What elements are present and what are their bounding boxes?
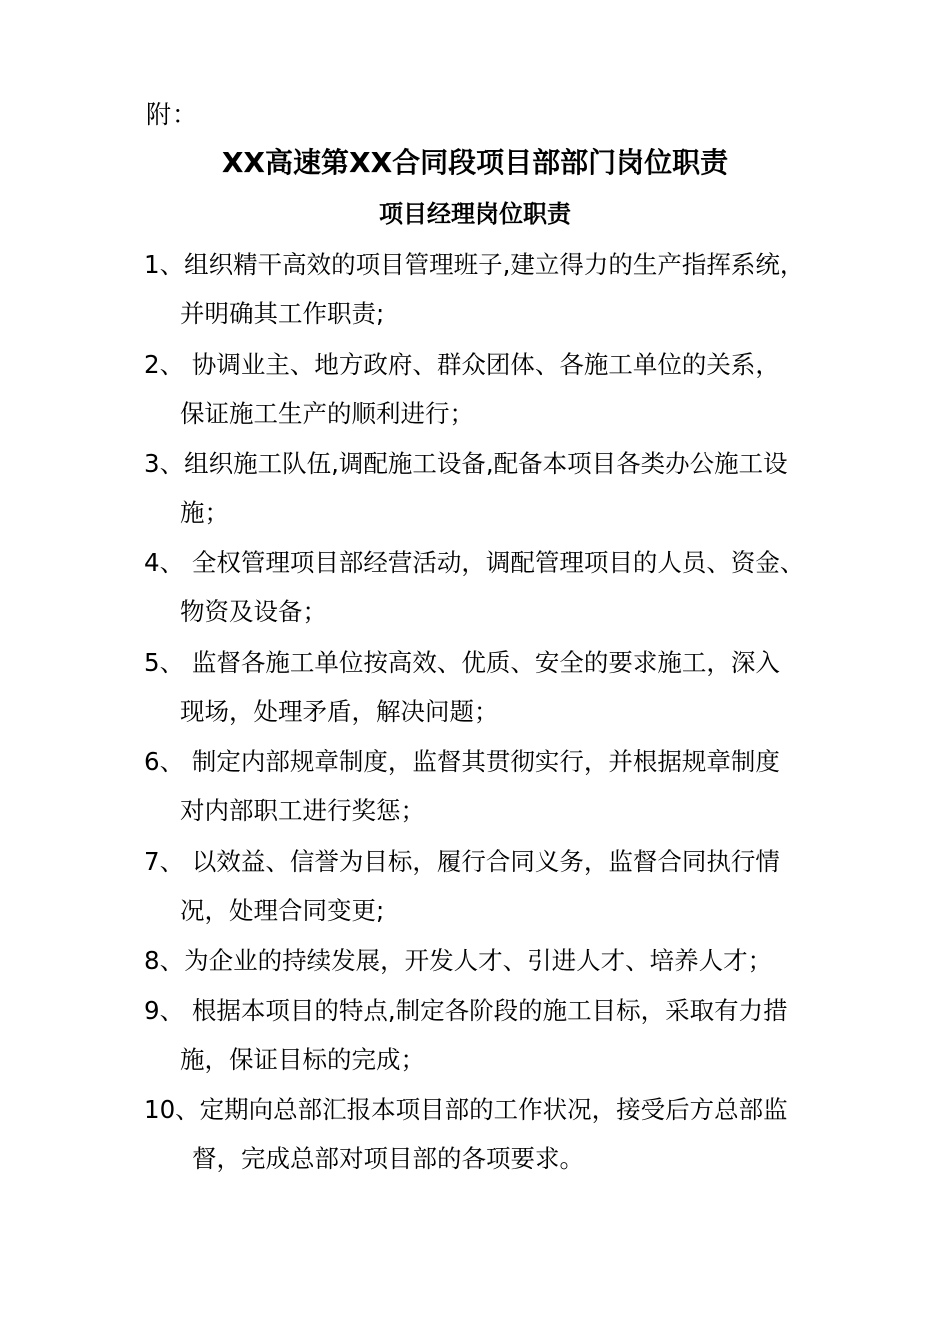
duty-item-5-line1: 5、 监督各施工单位按高效、优质、安全的要求施工，深入 [144,648,780,677]
duty-item-2-line2: 保证施工生产的顺利进行； [180,399,474,428]
attachment-prefix: 附： [146,100,199,129]
duty-item-6 [144,737,824,835]
duty-item-10-line1: 10、定期向总部汇报本项目部的工作状况，接受后方总部监 [144,1095,788,1124]
document-title: XX高速第XX合同段项目部部门岗位职责 [221,146,729,179]
duty-item-3-line2: 施； [180,498,229,527]
duty-item-5-line2: 现场，处理矛盾，解决问题； [180,697,499,726]
duty-item-7 [144,837,824,935]
duty-item-1-line1: 1、组织精干高效的项目管理班子,建立得力的生产指挥系统， [144,250,805,279]
duty-item-6-line1: 6、 制定内部规章制度，监督其贯彻实行，并根据规章制度 [144,747,780,776]
duty-item-3-line1: 3、组织施工队伍,调配施工设备,配备本项目各类办公施工设 [144,449,788,478]
duty-item-9 [144,986,824,1084]
duty-item-6-line2: 对内部职工进行奖惩； [180,796,425,825]
duty-item-1-line2: 并明确其工作职责; [180,299,385,328]
duty-item-8 [144,936,824,985]
duty-item-9-line2: 施，保证目标的完成； [180,1045,425,1074]
duty-item-1 [144,240,824,338]
section-title: 项目经理岗位职责 [379,200,571,228]
duty-item-4-line1: 4、 全权管理项目部经营活动，调配管理项目的人员、资金、 [144,548,805,577]
duty-item-9-line1: 9、 根据本项目的特点,制定各阶段的施工目标，采取有力措 [144,996,788,1025]
duty-item-4-line2: 物资及设备； [180,597,327,626]
duty-item-7-line2: 况，处理合同变更; [180,896,385,925]
duty-item-2 [144,340,824,438]
duty-item-4 [144,538,824,636]
duty-item-7-line1: 7、 以效益、信誉为目标，履行合同义务，监督合同执行情 [144,847,780,876]
duty-item-10 [144,1085,824,1183]
duty-item-10-line2: 督，完成总部对项目部的各项要求。 [192,1144,584,1173]
duty-item-8-line1: 8、为企业的持续发展，开发人才、引进人才、培养人才； [144,946,773,975]
duty-item-5 [144,638,824,736]
duty-item-2-line1: 2、 协调业主、地方政府、群众团体、各施工单位的关系， [144,350,780,379]
duty-item-3 [144,439,824,537]
